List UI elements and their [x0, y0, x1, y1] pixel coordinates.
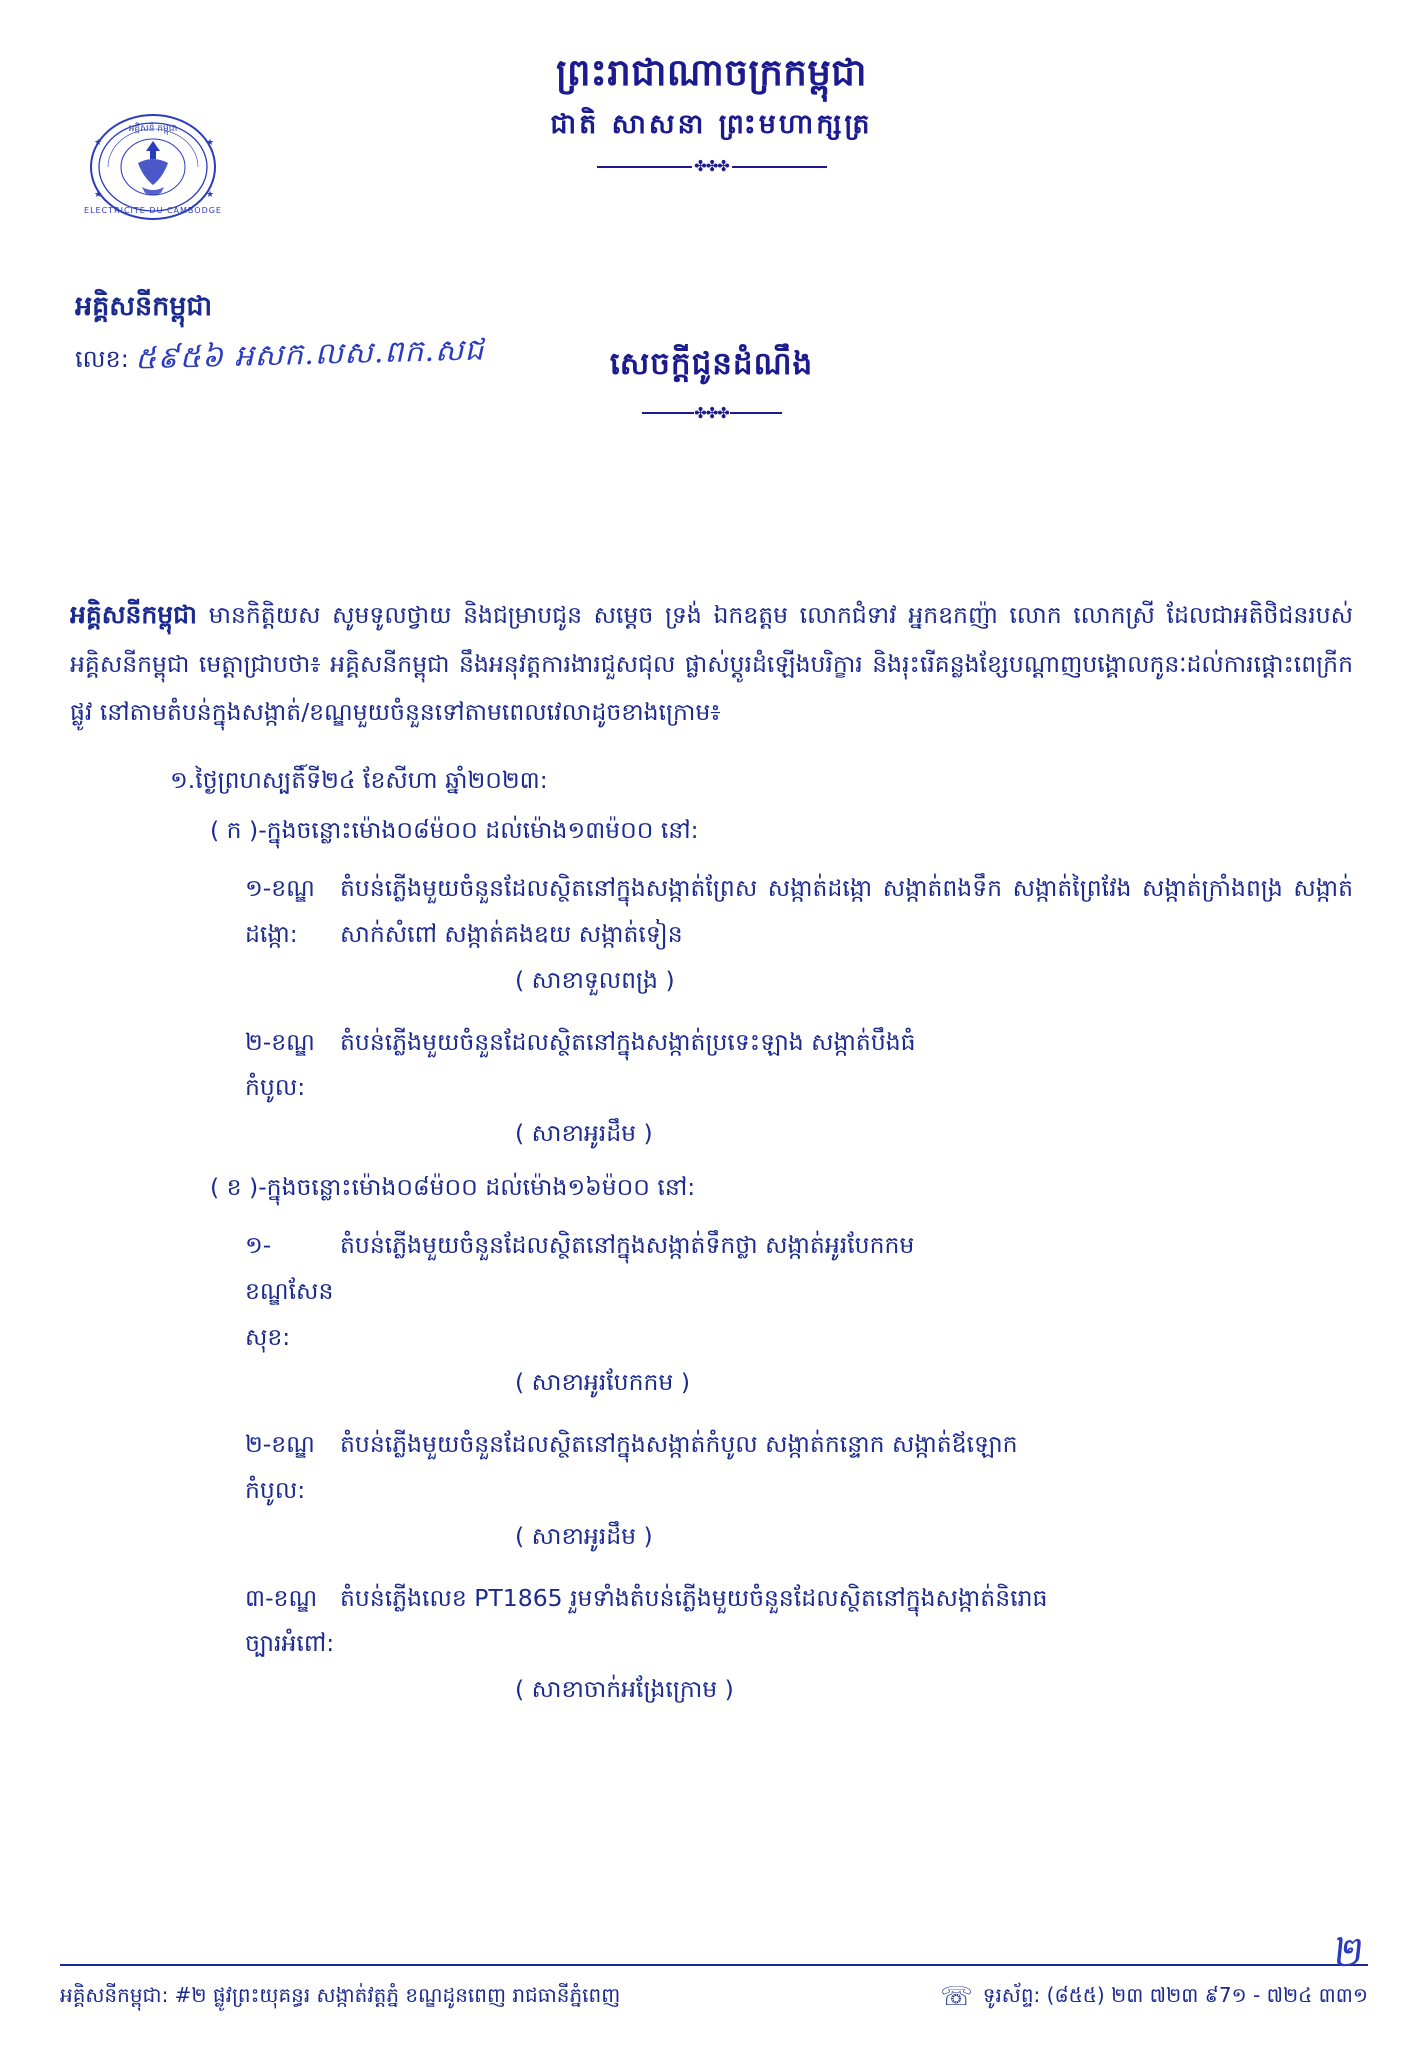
svg-text:អគ្គិសនី កម្ពុជា: អគ្គិសនី កម្ពុជា [128, 124, 178, 134]
organisation-name: អគ្គិសនីកម្ពុជា [75, 291, 213, 322]
district-branch: ( សាខាអូរដឹម ) [515, 1119, 653, 1148]
document-body [70, 565, 1353, 1713]
district-branch: ( សាខាអូរដឹម ) [515, 1521, 653, 1550]
title-divider [642, 404, 782, 422]
section-heading-b: ( ខ )-ក្នុងចន្លោះម៉ោង០៨ម៉០០ ដល់ម៉ោង១៦ម៉០០ នៅ: [210, 1172, 696, 1201]
district-detail: តំបន់ភ្លើងមួយចំនួនដែលស្ថិតនៅក្នុងសង្កាត់ប្រទេះឡាង សង្កាត់បឹងធំ [340, 1027, 916, 1056]
footer-address: អគ្គិសនីកម្ពុជា: #២ ផ្លូវព្រះយុគន្ធរ សង្កាត់វត្តភ្នំ ខណ្ឌដូនពេញ រាជធានីភ្នំពេញ [60, 1983, 621, 2007]
footer-divider [60, 1964, 1368, 1966]
svg-text:★: ★ [206, 138, 215, 148]
list-item [70, 1020, 1353, 1112]
district-detail: តំបន់ភ្លើងមួយចំនួនដែលស្ថិតនៅក្នុងសង្កាត់កំបូល សង្កាត់កន្ទោក សង្កាត់ឪឡោក [340, 1430, 1018, 1459]
date-line: ១.ថ្ងៃព្រហស្បតិ៍ទី២៤ ខែសីហា ឆ្នាំ២០២៣: [170, 766, 548, 795]
district-detail: តំបន់ភ្លើងមួយចំនួនដែលស្ថិតនៅក្នុងសង្កាត់ព្រែស សង្កាត់ដង្កោ សង្កាត់ពងទឹក សង្កាត់ព្រៃវែង សង្កាត់ក្រាំងពង្រ សង្កាត់សាក់សំពៅ សង្កាត់គងឧយ សង្កាត់ទៀន [340, 874, 1353, 948]
intro-paragraph [70, 589, 1353, 737]
title-divider-diamond-icon: ✤✤✤ [694, 404, 729, 422]
document-title-text: សេចក្ដីជូនដំណឹង [609, 346, 814, 382]
list-item [70, 866, 1353, 958]
document-footer [60, 1982, 1368, 2012]
district-branch: ( សាខាអូរបែកកម ) [515, 1368, 690, 1397]
intro-text: មានកិត្តិយស សូមទូលថ្វាយ និងជម្រាបជូន សម្តេច ទ្រង់ ឯកឧត្តម លោកជំទាវ អ្នកឧកញ៉ា លោក លោកស្រី ដែលជាអតិថិជនរបស់អគ្គិសនីកម្ពុជា មេត្តាជ្រាបថា៖ អគ្គិសនីកម្ពុជា នឹងអនុវត្តការងារជួសជុល ផ្លាស់ប្តូរដំឡើងបរិក្ខារ និងរុះរើគន្លងខ្សែបណ្ដាញបង្គោលកូនៈដល់ការផ្ដោះពេក្រីកផ្លូវ នៅតាមតំបន់ក្នុងសង្កាត់/ខណ្ឌមួយចំនួនទៅតាមពេលវេលាដូចខាងក្រោម៖ [70, 600, 1353, 726]
list-item [70, 1422, 1353, 1514]
svg-text:★: ★ [94, 138, 103, 148]
district-label: ២-ខណ្ឌកំបូល: [245, 1027, 315, 1102]
divider-diamond-icon: ✤✤✤ [694, 157, 729, 176]
district-detail: តំបន់ភ្លើងលេខ PT1865 រួមទាំងតំបន់ភ្លើងមួយចំនួនដែលស្ថិតនៅក្នុងសង្កាត់និរោធ [340, 1583, 1048, 1612]
phone-icon: ☏ [940, 1982, 973, 2012]
district-branch: ( សាខាទួលពង្រ ) [515, 965, 675, 994]
intro-lead: អគ្គិសនីកម្ពុជា [70, 599, 197, 629]
svg-text:ELECTRICITE DU CAMBODGE: ELECTRICITE DU CAMBODGE [84, 206, 222, 215]
document-title [0, 345, 1423, 422]
svg-text:★: ★ [94, 190, 103, 200]
reference-label: លេខ: [75, 345, 129, 373]
district-label: ៣-ខណ្ឌច្បារអំពៅ: [245, 1583, 335, 1658]
footer-phone: ទូរស័ព្ទ: (៨៥៥) ២៣ ៧២៣ ៩7១ - ៧២៤ ៣៣១ [982, 1983, 1368, 2007]
list-item [70, 1576, 1353, 1668]
reference-number: ៥៩៥៦ អសក.លស.ពក.សជ [134, 332, 485, 377]
section-heading-a: ( ក )-ក្នុងចន្លោះម៉ោង០៨ម៉០០ ដល់ម៉ោង១៣ម៉០០ នៅ: [210, 816, 699, 845]
national-motto: ជាតិ សាសនា ព្រះមហាក្សត្រ [550, 109, 873, 141]
district-label: ២-ខណ្ឌកំបូល: [245, 1430, 315, 1505]
list-item [70, 1223, 1353, 1360]
district-branch: ( សាខាចាក់អង្រែក្រោម ) [515, 1675, 734, 1704]
edc-official-seal [78, 105, 238, 230]
svg-text:★: ★ [206, 190, 215, 200]
footer-contact [940, 1982, 1368, 2012]
document-header [70, 50, 1353, 176]
header-divider [597, 157, 827, 176]
district-detail: តំបន់ភ្លើងមួយចំនួនដែលស្ថិតនៅក្នុងសង្កាត់ទឹកថ្លា សង្កាត់អូរបែកកម [340, 1230, 915, 1259]
district-label: ១-ខណ្ឌដង្កោ: [245, 874, 315, 948]
page-number: ២ [1327, 1928, 1364, 1978]
kingdom-title: ព្រះរាជាណាចក្រកម្ពុជា [555, 51, 868, 94]
district-label: ១-ខណ្ឌសែនសុខ: [245, 1230, 334, 1351]
